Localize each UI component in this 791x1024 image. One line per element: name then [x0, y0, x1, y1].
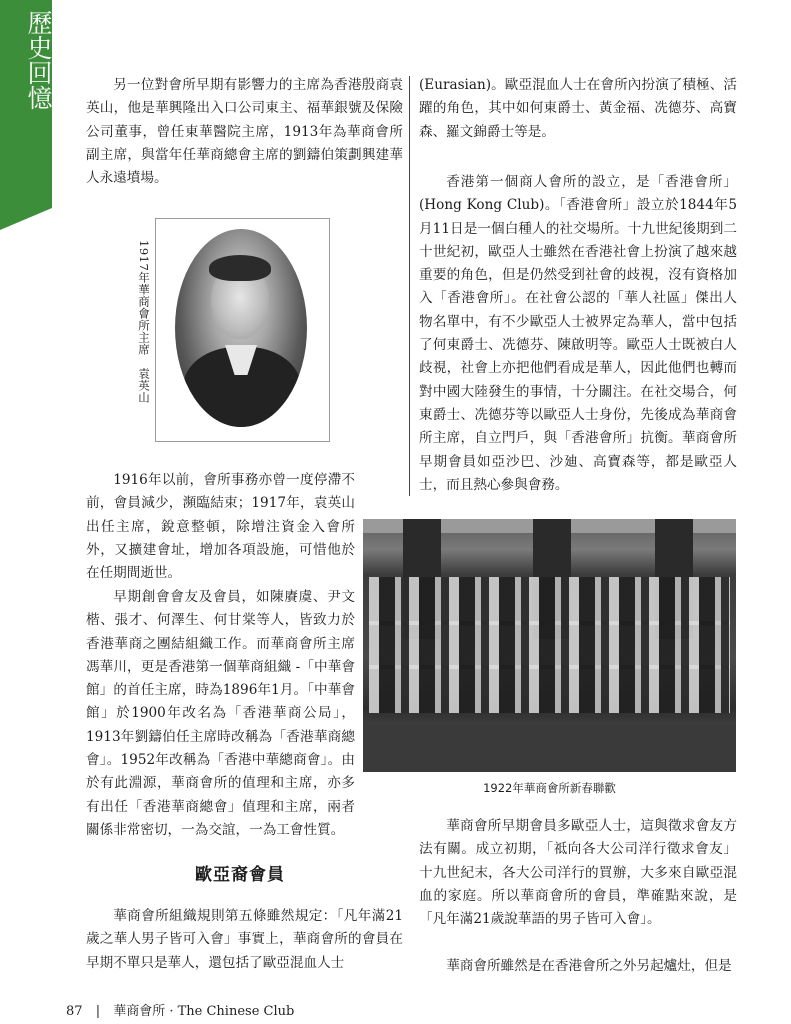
page-footer — [66, 1000, 294, 1019]
left-paragraph-3: 早期創會會友及會員，如陳賡虞、尹文楷、張才、何澤生、何甘棠等人，皆致力於香港華商之團結組織工作。而華商會所主席馮華川，更是香港第一個華商組織 -「中華會館」的首任主席，時為1896年1月。「中華會館」於1900年改名為「香港華商公局」，1913年劉鑄伯任主席時改稱為「香港華商總會」。1952年改稱為「香港中華總商會」。由於有此淵源，華商會所的值理和主席，亦多有出任「香港華商總會」值理和主席，兩者關係非常密切，一為交誼，一為工會性質。 — [86, 589, 355, 838]
section-tab — [0, 0, 52, 208]
publication-title: 華商會所 · The Chinese Club — [113, 1004, 295, 1019]
right-paragraph-1: (Eurasian)。歐亞混血人士在會所內扮演了積極、活躍的角色，其中如何東爵士、黃金福、冼德芬、高寶森、羅文錦爵士等是。 — [419, 77, 737, 140]
portrait-photo — [175, 229, 307, 427]
group-photo — [363, 519, 736, 772]
right-paragraph-4: 華商會所雖然是在香港會所之外另起爐灶，但是 — [446, 958, 732, 974]
photo-caption: 1922年華商會所新春聯歡 — [483, 781, 616, 795]
portrait-frame — [155, 218, 330, 442]
page-number: 87 — [66, 1004, 83, 1019]
right-paragraph-3: 華商會所早期會員多歐亞人士，這與徵求會友方法有關。成立初期，「祗向各大公司洋行徵求會友」十九世紀末，各大公司洋行的買辦，大多來自歐亞混血的家庭。所以華商會所的會員，準確點來說，是「凡年滿21歲說華語的男子皆可入會」。 — [419, 818, 737, 928]
section-tab-label: 歷史回憶 — [24, 10, 53, 110]
footer-separator: | — [95, 1004, 101, 1019]
left-paragraph-4: 華商會所組織規則第五條雖然規定：「凡年滿21歲之華人男子皆可入會」事實上，華商會所的會員在早期不單只是華人，還包括了歐亞混血人士 — [86, 908, 403, 971]
right-paragraph-2: 香港第一個商人會所的設立，是「香港會所」(Hong Kong Club)。「香港會所」設立於1844年5月11日是一個白種人的社交場所。十九世紀後期到二十世紀初，歐亞人士雖然在香港社會上扮演了越來越重要的角色，但是仍然受到社會的歧視，沒有資格加入「香港會所」。在社會公認的「華人社區」傑出人物名單中，有不少歐亞人士被界定為華人，當中包括了何東爵士、冼德芬、陳啟明等。歐亞人士既被白人歧視，社會上亦把他們看成是華人，因此他們也轉而對中國大陸發生的事情，十分關注。在社交場合，何東爵士、冼德芬等以歐亞人士身份，先後成為華商會所主席，自立門戶，與「香港會所」抗衡。華商會所早期會員如亞沙巴、沙廸、高寶森等，都是歐亞人士，而且熱心參與會務。 — [419, 174, 737, 493]
left-paragraph-2: 1916年以前，會所事務亦曾一度停滯不前，會員減少，瀕臨結束；1917年，袁英山出任主席，銳意整頓，除增注資金入會所外，又擴建會址，增加各項設施，可惜他於在任期間逝世。 — [86, 472, 355, 582]
left-paragraph-1: 另一位對會所早期有影響力的主席為香港殷商袁英山，他是華興隆出入口公司東主、福華銀號及保險公司董事，曾任東華醫院主席，1913年為華商會所副主席，與當年任華商總會主席的劉鑄伯策劃興建華人永遠墳場。 — [86, 77, 403, 187]
portrait-caption: 1917年華商會所主席 袁英山 — [137, 240, 151, 404]
section-heading: 歐亞裔會員 — [195, 865, 285, 885]
column-divider — [409, 76, 410, 496]
